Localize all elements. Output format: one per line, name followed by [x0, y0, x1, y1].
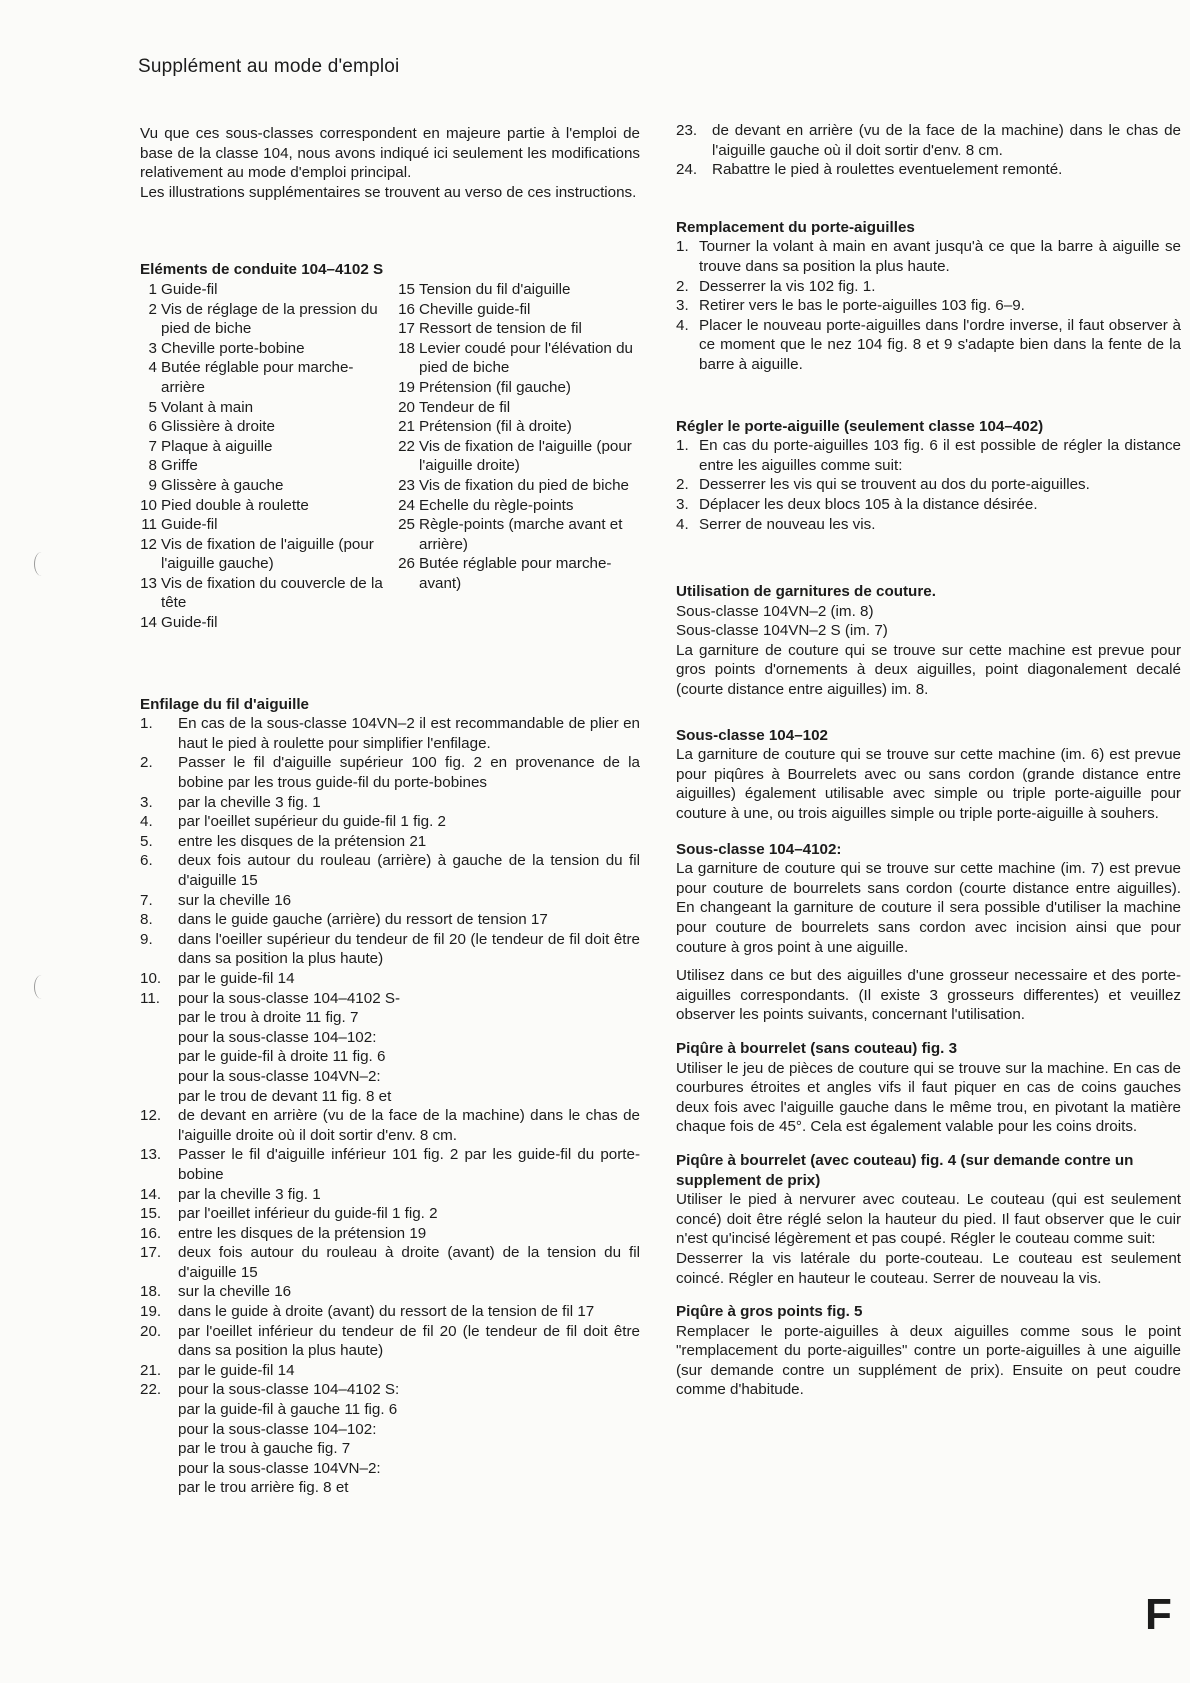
element-label: Butée réglable pour marche-avant)	[419, 555, 612, 592]
list-item	[676, 495, 1181, 515]
list-text-line: Déplacer les deux blocs 105 à la distance désirée.	[699, 495, 1038, 513]
list-text	[178, 1380, 640, 1498]
list-item	[140, 1380, 640, 1498]
list-number: 14.	[140, 1185, 162, 1203]
list-number: 2.	[676, 277, 689, 295]
element-number: 24	[398, 496, 415, 514]
element-number: 2	[148, 300, 157, 318]
element-label: Griffe	[161, 457, 198, 475]
element-label: Glissière à droite	[161, 418, 275, 436]
page-title: Supplément au mode d'emploi	[138, 56, 400, 77]
list-text-line: Desserrer la vis 102 fig. 1.	[699, 277, 876, 295]
element-item	[392, 417, 637, 437]
list-text	[178, 989, 640, 1107]
list-item	[140, 930, 640, 969]
list-item	[140, 832, 640, 852]
sub-line: pour la sous-classe 104–102:	[178, 1028, 377, 1046]
element-number: 17	[398, 320, 415, 338]
element-label: Vis de fixation du couvercle de la tête	[161, 574, 383, 612]
list-text	[699, 237, 1181, 276]
element-label: Levier coudé pour l'élévation du pied de biche	[419, 339, 633, 377]
list-text-line: entre les disques de la prétension 19	[178, 1224, 427, 1242]
list-text	[178, 891, 640, 911]
sub-line: pour la sous-classe 104VN–2:	[178, 1067, 381, 1085]
elements-col-1	[134, 280, 392, 633]
regler-list	[676, 436, 1181, 534]
list-text	[178, 1224, 640, 1244]
list-number: 4.	[676, 515, 689, 533]
list-text-line: Rabattre le pied à roulettes eventuelement remonté.	[712, 161, 1063, 179]
element-number: 4	[148, 359, 157, 377]
element-item	[134, 437, 392, 457]
element-item	[134, 535, 392, 574]
intro-paragraph: Les illustrations supplémentaires se trouvent au verso de ces instructions.	[140, 183, 637, 201]
element-number: 3	[148, 339, 157, 357]
element-item	[392, 476, 637, 496]
regler-heading: Régler le porte-aiguille (seulement classe 104–402)	[676, 417, 1044, 435]
element-number: 10	[140, 496, 157, 514]
intro-paragraph: Vu que ces sous-classes correspondent en majeure partie à l'emploi de base de la classe 104, nous avons indiqué ici seulement les modifications relativement au mode d'emploi principal.	[140, 125, 640, 182]
sc102-text: La garniture de couture qui se trouve sur cette machine (im. 6) est prevue pour piqûres à Bourrelets avec ou sans cordon (grande distance entre aiguilles) également utilisable avec simple ou triple porte-aiguille pour couture à une, ou trois aiguilles simple ou triple porte-aiguille à souhers.	[676, 746, 1181, 823]
list-item	[140, 851, 640, 890]
list-item	[676, 121, 1181, 160]
list-text	[712, 160, 1181, 180]
list-item	[676, 316, 1181, 375]
element-item	[392, 300, 637, 320]
list-text-line: sur la cheville 16	[178, 891, 292, 909]
element-label: Butée réglable pour marche-arrière	[161, 359, 354, 396]
list-item	[676, 160, 1181, 180]
element-item	[134, 613, 392, 633]
element-number: 6	[148, 418, 157, 436]
list-text-line: pour la sous-classe 104–4102 S:	[178, 1381, 400, 1399]
sub-line: par le guide-fil à droite 11 fig. 6	[178, 1048, 386, 1066]
list-number: 2.	[140, 754, 153, 772]
enfilage-heading: Enfilage du fil d'aiguille	[140, 695, 309, 713]
piqure5-text: Remplacer le porte-aiguilles à deux aiguilles comme sous le point "remplacement du porte-aiguilles" contre un porte-aiguilles à une aiguille (sur demande contre un supplément de prix). Ensuite on peut coudre comme d'habitude.	[676, 1322, 1181, 1399]
list-number: 6.	[140, 852, 153, 870]
list-text-line: En cas de la sous-classe 104VN–2 il est recommandable de plier en haut le pied à roulette pour simplifier l'enfilage.	[178, 715, 640, 752]
list-item	[676, 475, 1181, 495]
list-item	[140, 1106, 640, 1145]
list-number: 23.	[676, 122, 698, 139]
sub-list	[178, 1400, 640, 1498]
sc102-heading: Sous-classe 104–102	[676, 726, 828, 744]
list-text-line: deux fois autour du rouleau à droite (avant) de la tension du fil d'aiguille 15	[178, 1244, 640, 1281]
element-item	[392, 437, 637, 476]
element-number: 9	[148, 476, 157, 494]
piqure5-heading: Piqûre à gros points fig. 5	[676, 1303, 863, 1321]
list-number: 11.	[140, 989, 160, 1007]
list-number: 1.	[676, 238, 689, 256]
element-item	[134, 300, 392, 339]
garnitures-text: La garniture de couture qui se trouve sur cette machine est prevue pour gros points d'ornements à deux aiguilles, point diagonalement decalé (courte distance entre aiguilles) im. 8.	[676, 641, 1181, 699]
element-label: Glissère à gauche	[161, 476, 284, 494]
element-label: Plaque à aiguille	[161, 437, 273, 455]
element-number: 5	[148, 398, 157, 416]
list-text	[178, 930, 640, 969]
list-number: 15.	[140, 1205, 162, 1223]
sub-line: par le trou à droite 11 fig. 7	[178, 1009, 359, 1027]
garnitures-heading: Utilisation de garnitures de couture.	[676, 583, 936, 601]
sub-line: par le trou à gauche fig. 7	[178, 1440, 351, 1458]
list-number: 9.	[140, 930, 153, 948]
element-label: Vis de fixation de l'aiguille (pour l'aiguille droite)	[419, 437, 632, 475]
element-label: Guide-fil	[161, 614, 218, 632]
list-item	[140, 1302, 640, 1322]
enfilage-list	[140, 714, 640, 1498]
list-item	[140, 1243, 640, 1282]
list-item	[676, 515, 1181, 535]
sub-line: par la guide-fil à gauche 11 fig. 6	[178, 1401, 398, 1419]
list-number: 3.	[676, 297, 689, 315]
list-item	[676, 277, 1181, 297]
list-text-line: entre les disques de la prétension 21	[178, 832, 427, 850]
remplacement-heading: Remplacement du porte-aiguilles	[676, 218, 915, 236]
list-text-line: Retirer vers le bas le porte-aiguilles 103 fig. 6–9.	[699, 297, 1025, 315]
list-item	[140, 753, 640, 792]
list-number: 2.	[676, 476, 689, 494]
elements-list	[140, 280, 640, 633]
list-number: 8.	[140, 911, 153, 929]
sub-line: pour la sous-classe 104–102:	[178, 1420, 377, 1438]
list-item	[140, 1145, 640, 1184]
list-item	[140, 1204, 640, 1224]
elements-col-2	[392, 280, 637, 633]
element-label: Pied double à roulette	[161, 496, 309, 514]
list-number: 24.	[676, 161, 698, 179]
element-item	[392, 515, 637, 554]
element-item	[134, 398, 392, 418]
element-number: 11	[141, 516, 157, 534]
right-column	[676, 121, 1181, 1400]
element-number: 7	[148, 437, 157, 455]
element-item	[392, 554, 637, 593]
element-item	[134, 280, 392, 300]
element-label: Tendeur de fil	[419, 398, 511, 416]
element-item	[392, 496, 637, 516]
piqure3-text: Utiliser le jeu de pièces de couture qui se trouve sur la machine. En cas de courbures étroites et angles vifs il faut piquer en cas de coins gauches deux fois avec l'aiguille gauche dans le même trou, en pivotant la matière chaque fois de 45°. Cela est également valable pour les coins droits.	[676, 1059, 1181, 1136]
binding-mark	[34, 552, 49, 576]
list-text	[178, 1145, 640, 1184]
list-text-line: dans le guide gauche (arrière) du ressort de tension 17	[178, 911, 548, 929]
element-number: 16	[398, 300, 415, 318]
element-number: 26	[398, 555, 415, 573]
list-text	[178, 1106, 640, 1145]
element-item	[392, 398, 637, 418]
element-item	[134, 476, 392, 496]
element-number: 21	[398, 418, 415, 436]
sc4102-heading: Sous-classe 104–4102:	[676, 840, 842, 858]
list-item	[140, 910, 640, 930]
list-number: 20.	[140, 1322, 162, 1340]
element-number: 25	[398, 516, 415, 534]
element-label: Cheville porte-bobine	[161, 339, 305, 357]
list-number: 22.	[140, 1381, 162, 1399]
list-text	[178, 1302, 640, 1322]
list-text-line: sur la cheville 16	[178, 1283, 292, 1301]
piqure4-text: Utiliser le pied à nervurer avec couteau. Le couteau (qui est seulement concé) doit être réglé selon la hauteur du pied. Il faut observer que le cuir n'est qu'incisé légèrement et pas coupé. Régler le couteau comme suit:	[676, 1191, 1181, 1248]
element-label: Echelle du règle-points	[419, 496, 574, 514]
element-item	[392, 280, 637, 300]
element-label: Cheville guide-fil	[419, 300, 531, 318]
garnitures-line: Sous-classe 104VN–2 S (im. 7)	[676, 622, 888, 640]
list-text	[178, 1322, 640, 1361]
element-number: 19	[398, 378, 415, 396]
list-text	[699, 296, 1181, 316]
list-item	[140, 969, 640, 989]
element-number: 8	[148, 457, 157, 475]
list-number: 13.	[140, 1146, 162, 1164]
list-number: 4.	[676, 316, 689, 334]
list-text	[178, 851, 640, 890]
list-text-line: par l'oeillet inférieur du guide-fil 1 fig. 2	[178, 1205, 438, 1223]
list-text-line: par l'oeillet supérieur du guide-fil 1 fig. 2	[178, 813, 446, 831]
list-text	[178, 1185, 640, 1205]
element-number: 15	[398, 280, 415, 298]
left-column	[140, 124, 640, 1498]
remplacement-list	[676, 237, 1181, 374]
list-text-line: Passer le fil d'aiguille supérieur 100 fig. 2 en provenance de la bobine par les trous guide-fil du porte-bobines	[178, 754, 640, 792]
list-text	[178, 832, 640, 852]
list-text-line: Placer le nouveau porte-aiguilles dans l'ordre inverse, il faut observer à ce moment que le nez 104 fig. 8 et 9 s'adapte bien dans la fente de la barre à aiguille.	[699, 316, 1181, 373]
list-text-line: dans l'oeiller supérieur du tendeur de fil 20 (le tendeur de fil doit être dans sa position la plus haute)	[178, 930, 640, 968]
list-text-line: par le guide-fil 14	[178, 1361, 295, 1379]
list-text-line: par le guide-fil 14	[178, 969, 295, 987]
list-text	[699, 515, 1181, 535]
list-text	[699, 436, 1181, 475]
list-item	[140, 1361, 640, 1381]
list-number: 19.	[140, 1303, 162, 1321]
list-text	[178, 714, 640, 753]
list-number: 10.	[140, 969, 162, 987]
element-label: Tension du fil d'aiguille	[419, 280, 571, 298]
list-number: 7.	[140, 891, 153, 909]
list-item	[140, 1282, 640, 1302]
sub-line: pour la sous-classe 104VN–2:	[178, 1459, 381, 1477]
elements-heading: Eléments de conduite 104–4102 S	[140, 261, 384, 279]
list-number: 3.	[676, 495, 689, 513]
element-item	[392, 339, 637, 378]
element-number: 22	[398, 437, 415, 455]
list-number: 16.	[140, 1224, 162, 1242]
list-number: 5.	[140, 832, 153, 850]
list-text	[699, 475, 1181, 495]
list-text	[178, 753, 640, 792]
element-label: Vis de fixation du pied de biche	[419, 476, 629, 494]
list-item	[676, 237, 1181, 276]
element-number: 12	[140, 535, 157, 553]
list-text	[712, 121, 1181, 160]
element-item	[392, 378, 637, 398]
element-label: Volant à main	[161, 398, 254, 416]
list-text-line: par la cheville 3 fig. 1	[178, 1185, 321, 1203]
element-number: 13	[140, 574, 157, 592]
element-label: Vis de fixation de l'aiguille (pour l'aiguille gauche)	[161, 535, 374, 573]
piqure4-text-2: Desserrer la vis latérale du porte-couteau. Le couteau est seulement coincé. Régler en hauteur le couteau. Serrer de nouveau la vis.	[676, 1249, 1181, 1287]
list-item	[140, 891, 640, 911]
element-label: Prétension (fil à droite)	[419, 418, 572, 436]
sub-list	[178, 1008, 640, 1106]
piqure3-heading: Piqûre à bourrelet (sans couteau) fig. 3	[676, 1039, 958, 1057]
list-item	[676, 296, 1181, 316]
list-text	[699, 495, 1181, 515]
list-text-line: En cas du porte-aiguilles 103 fig. 6 il est possible de régler la distance entre les aiguilles comme suit:	[699, 437, 1181, 474]
element-item	[134, 456, 392, 476]
list-item	[140, 1185, 640, 1205]
list-number: 4.	[140, 813, 153, 831]
list-number: 12.	[140, 1107, 162, 1125]
sub-line: par le trou de devant 11 fig. 8 et	[178, 1087, 392, 1105]
list-text-line: dans le guide à droite (avant) du ressort de la tension de fil 17	[178, 1303, 595, 1321]
element-item	[134, 574, 392, 613]
element-number: 23	[398, 476, 415, 494]
list-text-line: Desserrer les vis qui se trouvent au dos du porte-aiguilles.	[699, 476, 1090, 494]
list-number: 3.	[140, 793, 153, 811]
list-number: 1.	[676, 437, 689, 455]
list-number: 21.	[140, 1361, 162, 1379]
element-label: Ressort de tension de fil	[419, 320, 582, 338]
element-item	[134, 515, 392, 535]
element-number: 14	[140, 614, 157, 632]
sc4102-text-2: Utilisez dans ce but des aiguilles d'une grosseur necessaire et des porte-aiguilles correspondants. (Il existe 3 grosseurs differentes) et veuillez observer les points suivants, concernant l'utilisation.	[676, 967, 1181, 1024]
element-label: Règle-points (marche avant et arrière)	[419, 516, 623, 553]
list-text	[178, 1361, 640, 1381]
list-text-line: Tourner la volant à main en avant jusqu'à ce que la barre à aiguille se trouve dans sa position la plus haute.	[699, 238, 1181, 275]
list-text	[699, 316, 1181, 375]
enfilage-continued-list	[676, 121, 1181, 180]
binding-mark	[34, 975, 49, 999]
list-text-line: pour la sous-classe 104–4102 S-	[178, 989, 401, 1007]
list-text	[178, 1282, 640, 1302]
element-number: 1	[148, 280, 157, 298]
piqure4-heading: Piqûre à bourrelet (avec couteau) fig. 4 (sur demande contre un supplement de prix)	[676, 1151, 1134, 1189]
element-label: Vis de réglage de la pression du pied de biche	[161, 300, 378, 338]
list-item	[140, 793, 640, 813]
list-text-line: de devant en arrière (vu de la face de la machine) dans le chas de l'aiguille gauche où il doit sortir d'env. 8 cm.	[712, 122, 1181, 159]
element-label: Guide-fil	[161, 280, 218, 298]
garnitures-line: Sous-classe 104VN–2 (im. 8)	[676, 602, 874, 620]
list-text-line: par la cheville 3 fig. 1	[178, 793, 321, 811]
list-text	[178, 1243, 640, 1282]
list-item	[140, 714, 640, 753]
sc4102-text: La garniture de couture qui se trouve sur cette machine (im. 7) est prevue pour couture de bourrelets sans cordon (courte distance entre aiguilles). En changeant la garniture de couture il sera possible d'utiliser la machine pour couture de bourrelets sans cordon avec incision ainsi que pour couture à gros point à une aiguille.	[676, 860, 1181, 956]
list-text	[178, 910, 640, 930]
element-number: 20	[398, 398, 415, 416]
list-item	[676, 436, 1181, 475]
sub-line: par le trou arrière fig. 8 et	[178, 1479, 349, 1497]
list-text	[178, 969, 640, 989]
list-text-line: de devant en arrière (vu de la face de la machine) dans le chas de l'aiguille droite où il doit sortir d'env. 8 cm.	[178, 1107, 640, 1144]
list-number: 1.	[140, 715, 153, 733]
list-item	[140, 989, 640, 1107]
element-item	[392, 319, 637, 339]
element-item	[134, 496, 392, 516]
language-mark: F	[1145, 1590, 1172, 1639]
list-text-line: Serrer de nouveau les vis.	[699, 515, 876, 533]
list-item	[140, 1224, 640, 1244]
list-text	[178, 1204, 640, 1224]
element-item	[134, 358, 392, 397]
element-number: 18	[398, 339, 415, 357]
element-item	[134, 339, 392, 359]
list-text	[178, 793, 640, 813]
element-label: Guide-fil	[161, 516, 218, 534]
list-text	[178, 812, 640, 832]
element-item	[134, 417, 392, 437]
list-number: 18.	[140, 1283, 162, 1301]
list-number: 17.	[140, 1244, 162, 1262]
list-text-line: Passer le fil d'aiguille inférieur 101 fig. 2 par les guide-fil du porte-bobine	[178, 1146, 640, 1183]
element-label: Prétension (fil gauche)	[419, 378, 571, 396]
list-text-line: par l'oeillet inférieur du tendeur de fil 20 (le tendeur de fil doit être dans sa position la plus haute)	[178, 1322, 640, 1360]
list-item	[140, 812, 640, 832]
list-text	[699, 277, 1181, 297]
list-item	[140, 1322, 640, 1361]
list-text-line: deux fois autour du rouleau (arrière) à gauche de la tension du fil d'aiguille 15	[178, 852, 640, 889]
